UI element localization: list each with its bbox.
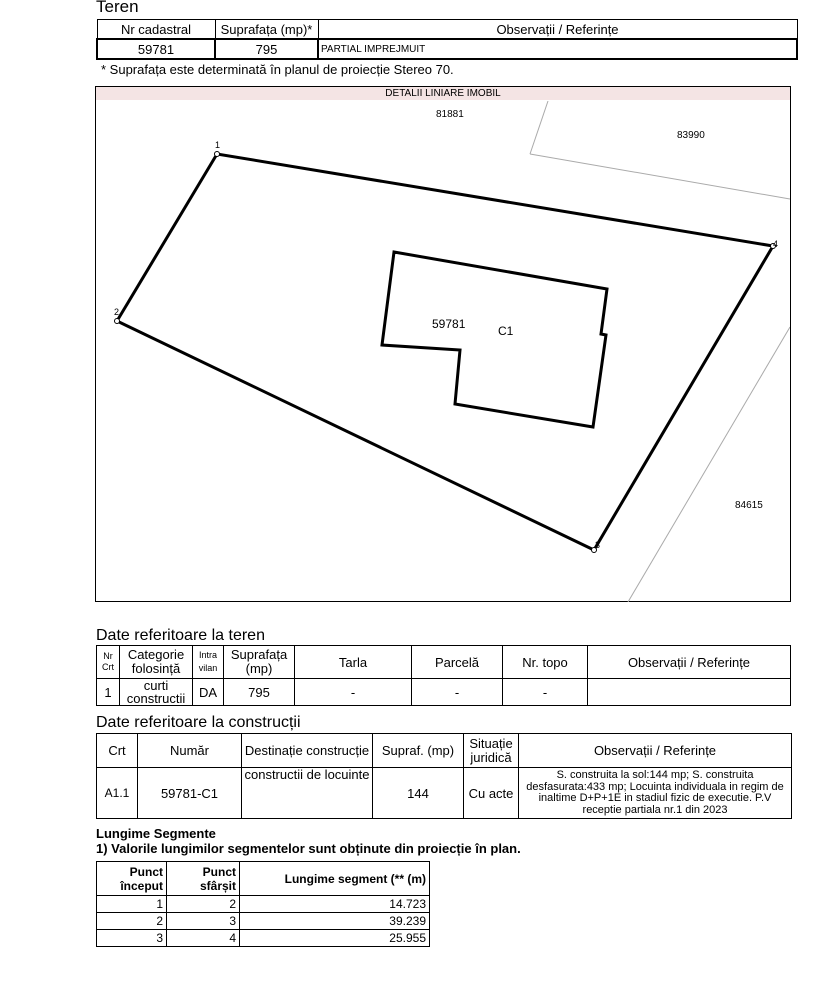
header-punct-sfarsit: Punct sfârșit bbox=[167, 862, 240, 896]
neighbor-boundary-1 bbox=[530, 101, 548, 154]
segment-row-1-length: 14.723 bbox=[240, 896, 430, 913]
plan-drawing bbox=[96, 101, 790, 602]
date-constructii-table bbox=[96, 733, 792, 819]
header-situatie: Situație juridică bbox=[464, 734, 519, 768]
neighbor-81881: 81881 bbox=[436, 109, 464, 120]
header-suprafata-mp: Suprafața (mp) bbox=[224, 646, 295, 679]
segment-row-2-start: 2 bbox=[97, 913, 167, 930]
header-punct-inceput: Punct început bbox=[97, 862, 167, 896]
cell-parcela: - bbox=[412, 679, 503, 706]
cell-tarla: - bbox=[295, 679, 412, 706]
point-1-marker bbox=[215, 152, 220, 157]
cell-observatii: PARTIAL IMPREJMUIT bbox=[318, 39, 797, 59]
header-intravilan: Intra vilan bbox=[193, 646, 224, 679]
segment-row-1-end: 2 bbox=[167, 896, 240, 913]
header-tarla: Tarla bbox=[295, 646, 412, 679]
plan-title: DETALII LINIARE IMOBIL bbox=[96, 87, 790, 100]
plan-frame bbox=[95, 86, 791, 602]
header-crt: Crt bbox=[97, 734, 138, 768]
point-1-label: 1 bbox=[215, 140, 221, 150]
segmente-title: Lungime Segmente bbox=[96, 826, 216, 841]
building-label: C1 bbox=[498, 324, 514, 338]
teren-title: Teren bbox=[96, 0, 139, 16]
cell-supraf: 144 bbox=[373, 768, 464, 819]
header-parcela: Parcelă bbox=[412, 646, 503, 679]
point-2-label: 2 bbox=[114, 307, 120, 317]
cell-categorie: curti constructii bbox=[120, 679, 193, 706]
segment-row-2-length: 39.239 bbox=[240, 913, 430, 930]
neighbor-83990: 83990 bbox=[677, 130, 705, 141]
cell-suprafata: 795 bbox=[215, 39, 318, 59]
header-observatii-teren: Observații / Referințe bbox=[588, 646, 791, 679]
header-observatii-constructii: Observații / Referințe bbox=[519, 734, 792, 768]
header-nr-topo: Nr. topo bbox=[503, 646, 588, 679]
cell-crt: A1.1 bbox=[97, 768, 138, 819]
neighbor-boundary-2 bbox=[530, 154, 790, 199]
header-supraf: Supraf. (mp) bbox=[373, 734, 464, 768]
header-destinatie: Destinație construcție bbox=[242, 734, 373, 768]
cell-nr-crt: 1 bbox=[97, 679, 120, 706]
cell-nr-cadastral: 59781 bbox=[97, 39, 215, 59]
cell-suprafata-teren: 795 bbox=[224, 679, 295, 706]
cell-nr-topo: - bbox=[503, 679, 588, 706]
segment-row-3-start: 3 bbox=[97, 930, 167, 947]
segment-row-3-end: 4 bbox=[167, 930, 240, 947]
point-2-marker bbox=[115, 319, 120, 324]
point-3-label: 3 bbox=[595, 540, 601, 550]
date-constructii-title: Date referitoare la construcții bbox=[96, 714, 301, 731]
neighbor-boundary-3 bbox=[628, 327, 790, 602]
cell-destinatie: constructii de locuinte bbox=[242, 768, 373, 819]
building-c1-outline bbox=[382, 252, 607, 427]
cell-intravilan: DA bbox=[193, 679, 224, 706]
cell-observatii-constructii: S. construita la sol:144 mp; S. construita desfasurata:433 mp; Locuinta individuala in regim de inaltime D+P+1E in stadiul fizic de executie. P.V receptie partiala nr.1 din 2023 bbox=[519, 768, 792, 819]
header-categorie: Categorie folosință bbox=[120, 646, 193, 679]
segment-row-2-end: 3 bbox=[167, 913, 240, 930]
header-numar: Număr bbox=[138, 734, 242, 768]
date-teren-title: Date referitoare la teren bbox=[96, 627, 265, 644]
header-nr-cadastral: Nr cadastral bbox=[97, 20, 215, 40]
segment-row-3-length: 25.955 bbox=[240, 930, 430, 947]
header-observatii: Observații / Referințe bbox=[318, 20, 797, 40]
segment-row-1-start: 1 bbox=[97, 896, 167, 913]
point-4-label: 4 bbox=[773, 239, 779, 249]
header-nr-crt: Nr Crt bbox=[97, 646, 120, 679]
teren-table bbox=[96, 19, 798, 60]
date-teren-table bbox=[96, 645, 791, 706]
cell-situatie: Cu acte bbox=[464, 768, 519, 819]
teren-footnote: * Suprafața este determinată în planul de proiecție Stereo 70. bbox=[101, 62, 454, 77]
segmente-subtitle: 1) Valorile lungimilor segmentelor sunt obținute din proiecție în plan. bbox=[96, 841, 521, 856]
header-suprafata: Suprafața (mp)* bbox=[215, 20, 318, 40]
neighbor-84615: 84615 bbox=[735, 500, 763, 511]
cell-numar: 59781-C1 bbox=[138, 768, 242, 819]
parcel-label: 59781 bbox=[432, 317, 466, 331]
parcel-boundary bbox=[117, 154, 773, 550]
segmente-table bbox=[96, 861, 430, 947]
cell-observatii-teren bbox=[588, 679, 791, 706]
header-lungime: Lungime segment (** (m) bbox=[240, 862, 430, 896]
